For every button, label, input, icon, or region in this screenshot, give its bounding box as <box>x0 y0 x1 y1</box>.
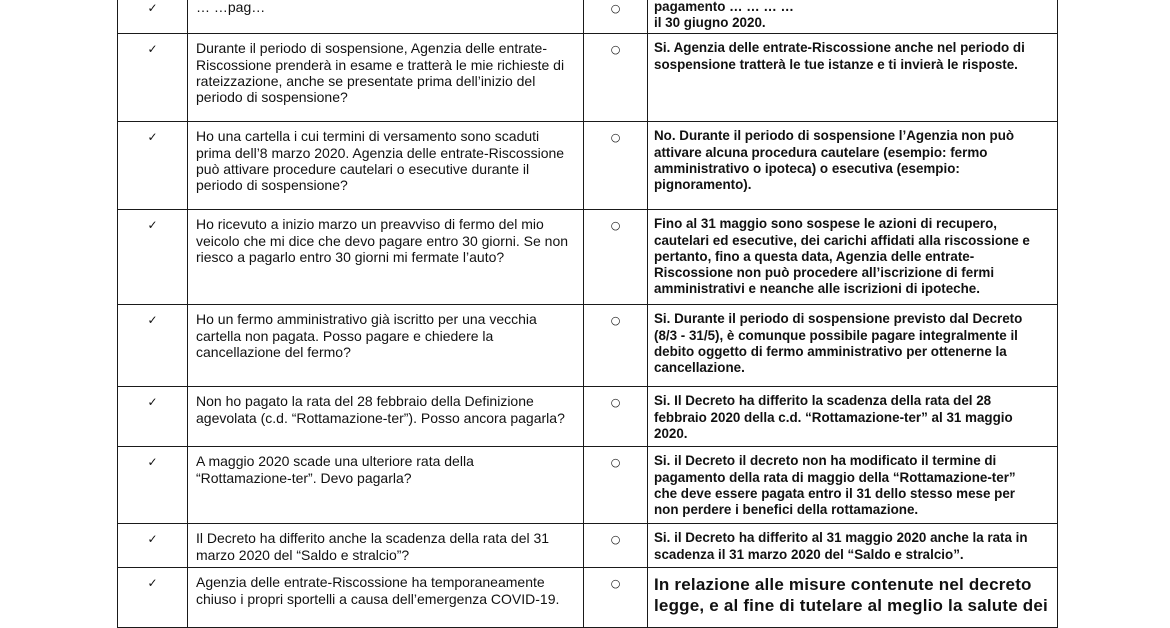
question-text-line: “Rottamazione-ter”. Devo pagarla? <box>196 469 412 486</box>
faq-row <box>118 568 1058 628</box>
question-cell <box>188 568 584 628</box>
question-text-line: veicolo che mi dice che devo pagare entro 30 giorni. Se non <box>196 232 569 249</box>
bullet-cell <box>584 34 648 122</box>
answer-cell <box>648 34 1058 122</box>
answer-text-line: pertanto, fino a questa data, Agenzia delle entrate- <box>654 248 975 264</box>
answer-text-line: Si. Agenzia delle entrate-Riscossione anche nel periodo di <box>654 40 1025 56</box>
faq-row <box>118 524 1058 568</box>
checkmark-icon: ✓ <box>147 218 158 233</box>
bullet-cell <box>584 0 648 34</box>
question-text-line: A maggio 2020 scade una ulteriore rata della <box>196 453 474 470</box>
answer-cell <box>648 210 1058 305</box>
faq-row <box>118 122 1058 210</box>
circle-bullet-icon: ○ <box>610 577 621 591</box>
circle-bullet-icon: ○ <box>610 219 621 233</box>
answer-cell <box>648 0 1058 34</box>
faq-row <box>118 210 1058 305</box>
check-mark-cell <box>118 568 188 628</box>
question-text-line: Ho una cartella i cui termini di versamento sono scaduti <box>196 128 540 145</box>
bullet-cell <box>584 447 648 524</box>
check-mark-cell <box>118 34 188 122</box>
check-mark-cell <box>118 305 188 387</box>
faq-row <box>118 447 1058 524</box>
question-text-line: … …pag… <box>196 0 266 15</box>
question-cell <box>188 122 584 210</box>
question-text-line: Riscossione prenderà in esame e tratterà le mie richieste di <box>196 56 565 73</box>
answer-text-line: non perdere i benefici della rottamazione. <box>654 502 919 518</box>
answer-cell <box>648 305 1058 387</box>
checkmark-icon: ✓ <box>147 395 158 410</box>
bullet-cell <box>584 305 648 387</box>
question-cell <box>188 34 584 122</box>
answer-text-line: febbraio 2020 della c.d. “Rottamazione-ter” al 31 maggio <box>654 409 1013 425</box>
answer-text-line: Si. Il Decreto ha differito la scadenza della rata del 28 <box>654 393 992 409</box>
question-text-line: periodo di sospensione? <box>196 89 348 106</box>
question-text-line: marzo 2020 del “Saldo e stralcio”? <box>196 546 410 563</box>
answer-text-line: amministrativo o ipoteca) o esecutiva (esempio: <box>654 160 960 176</box>
checkmark-icon: ✓ <box>147 313 158 328</box>
checkmark-icon: ✓ <box>147 455 158 470</box>
answer-cell <box>648 447 1058 524</box>
circle-bullet-icon: ○ <box>610 533 621 547</box>
answer-text-line: No. Durante il periodo di sospensione l’Agenzia non può <box>654 128 1015 144</box>
checkmark-icon: ✓ <box>147 532 158 547</box>
faq-row <box>118 34 1058 122</box>
circle-bullet-icon: ○ <box>610 314 621 328</box>
answer-text-line: che deve essere pagata entro il 31 dello stesso mese per <box>654 485 1015 501</box>
answer-text-line: pagamento della rata di maggio della “Rottamazione-ter” <box>654 469 1016 485</box>
answer-text-line: In relazione alle misure contenute nel decreto <box>654 575 1032 595</box>
question-text-line: Ho ricevuto a inizio marzo un preavviso di fermo del mio <box>196 216 544 233</box>
question-text-line: cartella non pagata. Posso pagare e chiedere la <box>196 327 494 344</box>
answer-cell <box>648 387 1058 447</box>
checkmark-icon: ✓ <box>147 1 158 15</box>
question-text-line: cancellazione del fermo? <box>196 343 351 360</box>
circle-bullet-icon: ○ <box>610 2 621 15</box>
answer-text-line: Fino al 31 maggio sono sospese le azioni di recupero, <box>654 216 998 232</box>
answer-text-line: cautelari ed esecutive, dei carichi affidati alla riscossione e <box>654 232 1030 248</box>
question-cell <box>188 387 584 447</box>
question-text-line: chiuso i propri sportelli a causa dell’emergenza COVID-19. <box>196 590 560 607</box>
question-text-line: Il Decreto ha differito anche la scadenza della rata del 31 <box>196 530 550 547</box>
answer-cell <box>648 524 1058 568</box>
question-text-line: rateizzazione, anche se presentate prima dell’inizio del <box>196 72 536 89</box>
question-cell <box>188 305 584 387</box>
answer-text-line: Si. Durante il periodo di sospensione previsto dal Decreto <box>654 311 1023 327</box>
faq-row <box>118 387 1058 447</box>
answer-text-line: pignoramento). <box>654 177 752 193</box>
answer-text-line: 2020. <box>654 425 688 441</box>
answer-text-line: Si. il Decreto il decreto non ha modificato il termine di <box>654 453 997 469</box>
answer-text-line: sospensione tratterà le tue istanze e ti invierà le risposte. <box>654 56 1018 72</box>
question-cell <box>188 0 584 34</box>
answer-cell <box>648 122 1058 210</box>
checkmark-icon: ✓ <box>147 130 158 145</box>
question-cell <box>188 524 584 568</box>
answer-text-line: debito oggetto di fermo amministrativo per ottenerne la <box>654 343 1007 359</box>
question-cell <box>188 210 584 305</box>
answer-text-line: amministrativi e neanche alle iscrizioni di ipoteche. <box>654 281 980 297</box>
answer-text-line: Si. il Decreto ha differito al 31 maggio 2020 anche la rata in <box>654 530 1028 546</box>
answer-text-line: attivare alcuna procedura cautelare (esempio: fermo <box>654 144 988 160</box>
check-mark-cell <box>118 0 188 34</box>
faq-row <box>118 0 1058 34</box>
check-mark-cell <box>118 210 188 305</box>
question-text-line: Agenzia delle entrate-Riscossione ha temporaneamente <box>196 574 545 591</box>
check-mark-cell <box>118 524 188 568</box>
bullet-cell <box>584 210 648 305</box>
faq-table <box>117 0 1058 628</box>
answer-text-line: cancellazione. <box>654 360 745 376</box>
bullet-cell <box>584 524 648 568</box>
answer-text-line: pagamento … … … … <box>654 0 794 14</box>
faq-row <box>118 305 1058 387</box>
answer-text-line: Riscossione non può procedere all’iscrizione di fermi <box>654 265 995 281</box>
faq-table-body <box>118 0 1058 628</box>
answer-text-line: scadenza il 31 marzo 2020 del “Saldo e stralcio”. <box>654 546 964 562</box>
circle-bullet-icon: ○ <box>610 131 621 145</box>
check-mark-cell <box>118 122 188 210</box>
question-cell <box>188 447 584 524</box>
question-text-line: riesco a pagarlo entro 30 giorni mi fermate l’auto? <box>196 248 505 265</box>
circle-bullet-icon: ○ <box>610 396 621 410</box>
circle-bullet-icon: ○ <box>610 43 621 57</box>
bullet-cell <box>584 568 648 628</box>
bullet-cell <box>584 387 648 447</box>
question-text-line: Ho un fermo amministrativo già iscritto per una vecchia <box>196 311 537 328</box>
answer-text-line: il 30 giugno 2020. <box>654 15 766 31</box>
check-mark-cell <box>118 447 188 524</box>
check-mark-cell <box>118 387 188 447</box>
question-text-line: prima dell’8 marzo 2020. Agenzia delle entrate-Riscossione <box>196 144 565 161</box>
question-text-line: Durante il periodo di sospensione, Agenzia delle entrate- <box>196 40 548 57</box>
checkmark-icon: ✓ <box>147 42 158 57</box>
checkmark-icon: ✓ <box>147 576 158 591</box>
answer-text-line: legge, e al fine di tutelare al meglio la salute dei <box>654 596 1048 616</box>
answer-text-line: (8/3 - 31/5), è comunque possibile pagare integralmente il <box>654 327 1018 343</box>
circle-bullet-icon: ○ <box>610 456 621 470</box>
question-text-line: periodo di sospensione? <box>196 177 348 194</box>
bullet-cell <box>584 122 648 210</box>
question-text-line: Non ho pagato la rata del 28 febbraio della Definizione <box>196 393 534 410</box>
question-text-line: può attivare procedure cautelari o esecutive durante il <box>196 160 530 177</box>
question-text-line: agevolata (c.d. “Rottamazione-ter”). Posso ancora pagarla? <box>196 409 565 426</box>
answer-cell <box>648 568 1058 628</box>
